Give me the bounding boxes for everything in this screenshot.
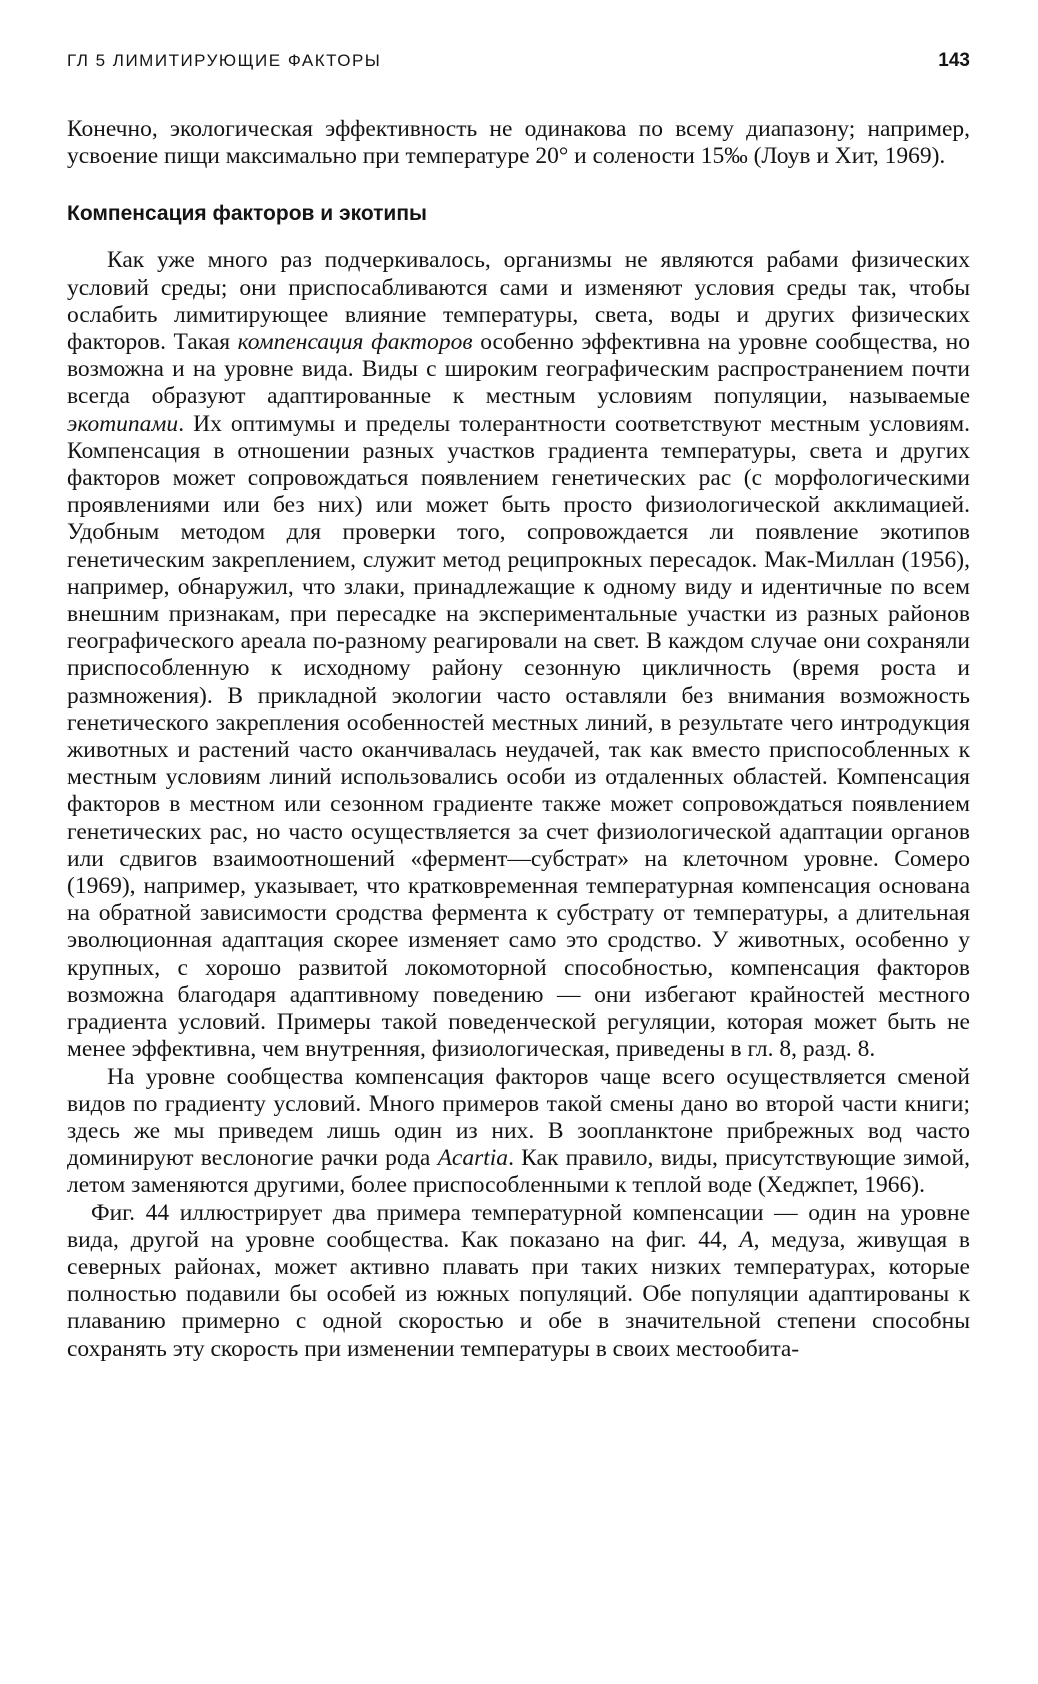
italic-genus: Acartia [437, 1145, 509, 1172]
running-head [67, 50, 970, 80]
chapter-title: ГЛ 5 ЛИМИТИРУЮЩИЕ ФАКТОРЫ [67, 51, 382, 70]
text-run: Как уже много раз подчеркивалось, организмы не являются рабами физических условий среды; они приспосабливаются сами и изменяют условия среды так, чтобы ослабить лимитирующее влияние температуры, света, воды и других физических факторов. Такая [67, 247, 970, 356]
text-run: Фиг. 44 иллюстрирует два примера температурной компенсации — один на уровне вида, другой на уровне сообщества. Как показано на фиг. 44, [67, 1199, 970, 1253]
intro-paragraph: Конечно, экологическая эффективность не одинакова по всему диапазону; например, усвоение пищи максимально при температуре 20° и солености 15‰ (Лоув и Хит, 1969). [67, 116, 970, 170]
text-run: . Как правило, виды, присутствующие зимой, летом заменяются другими, более приспособленными к теплой воде (Хеджпет, 1966). [67, 1145, 970, 1199]
italic-term: компенсация факторов [237, 329, 473, 356]
text-run: особенно эффективна на уровне сообщества, но возможна и на уровне вида. Виды с широким географическим распространением почти всегда образуют адаптированные к местным условиям популяции, называемые [67, 329, 970, 410]
paragraph-community [67, 1064, 970, 1200]
paragraph-figure-44 [67, 1200, 970, 1363]
paragraph-ecotypes [67, 247, 970, 1063]
section-heading: Компенсация факторов и экотипы [67, 202, 427, 226]
text-run: . Их оптимумы и пределы толерантности соответствуют местным условиям. Компенсация в отношении разных участков градиента температуры, света и других факторов может сопровождаться появлением генетических рас (с морфологическими проявлениями или без них) или может быть просто физиологической акклимацией. Удобным методом для проверки того, сопровождается ли появление экотипов генетическим закреплением, служит метод реципрокных пересадок. Мак-Миллан (1956), например, обнаружил, что злаки, принадлежащие к одному виду и идентичные по всем внешним признакам, при пересадке на экспериментальные участки из разных районов географического ареала по-разному реагировали на свет. В каждом случае они сохраняли приспособленную к исходному району сезонную цикличность (время роста и размножения). В прикладной экологии часто оставляли без внимания возможность генетического закрепления особенностей местных линий, в результате чего интродукция животных и растений часто оканчивалась неудачей, так как вместо приспособленных к местным условиям линий использовались особи из отдаленных областей. Компенсация факторов в местном или сезонном градиенте также может сопровождаться появлением генетических рас, но часто осуществляется за счет физиологической адаптации органов или сдвигов взаимоотношений «фермент—субстрат» на клеточном уровне. Сомеро (1969), например, указывает, что кратковременная температурная компенсация основана на обратной зависимости сродства фермента к субстрату от температуры, а длительная эволюционная адаптация скорее изменяет само это сродство. У животных, особенно у крупных, с хорошо развитой локомоторной способностью, компенсация факторов возможна благодаря адаптивному поведению — они избегают крайностей местного градиента условий. Примеры такой поведенческой регуляции, которая может быть не менее эффективна, чем внутренняя, физиологическая, приведены в гл. 8, разд. 8. [67, 410, 970, 1063]
text-run: , медуза, живущая в северных районах, может активно плавать при таких низких температурах, которые полностью подавили бы особей из южных популяций. Обе популяции адаптированы к плаванию примерно с одной скоростью и обе в значительной степени способны сохранять эту скорость при изменении температуры в своих местообита- [67, 1226, 970, 1362]
italic-term: экотипами [67, 410, 179, 437]
page-body [67, 116, 970, 1363]
italic-fig-letter: А [739, 1226, 754, 1253]
text-run: На уровне сообщества компенсация факторов чаще всего осуществляется сменой видов по градиенту условий. Много примеров такой смены дано во второй части книги; здесь же мы приведем лишь один из них. В зоопланктоне прибрежных вод часто доминируют веслоногие рачки рода [67, 1063, 970, 1172]
page-number: 143 [938, 50, 970, 71]
